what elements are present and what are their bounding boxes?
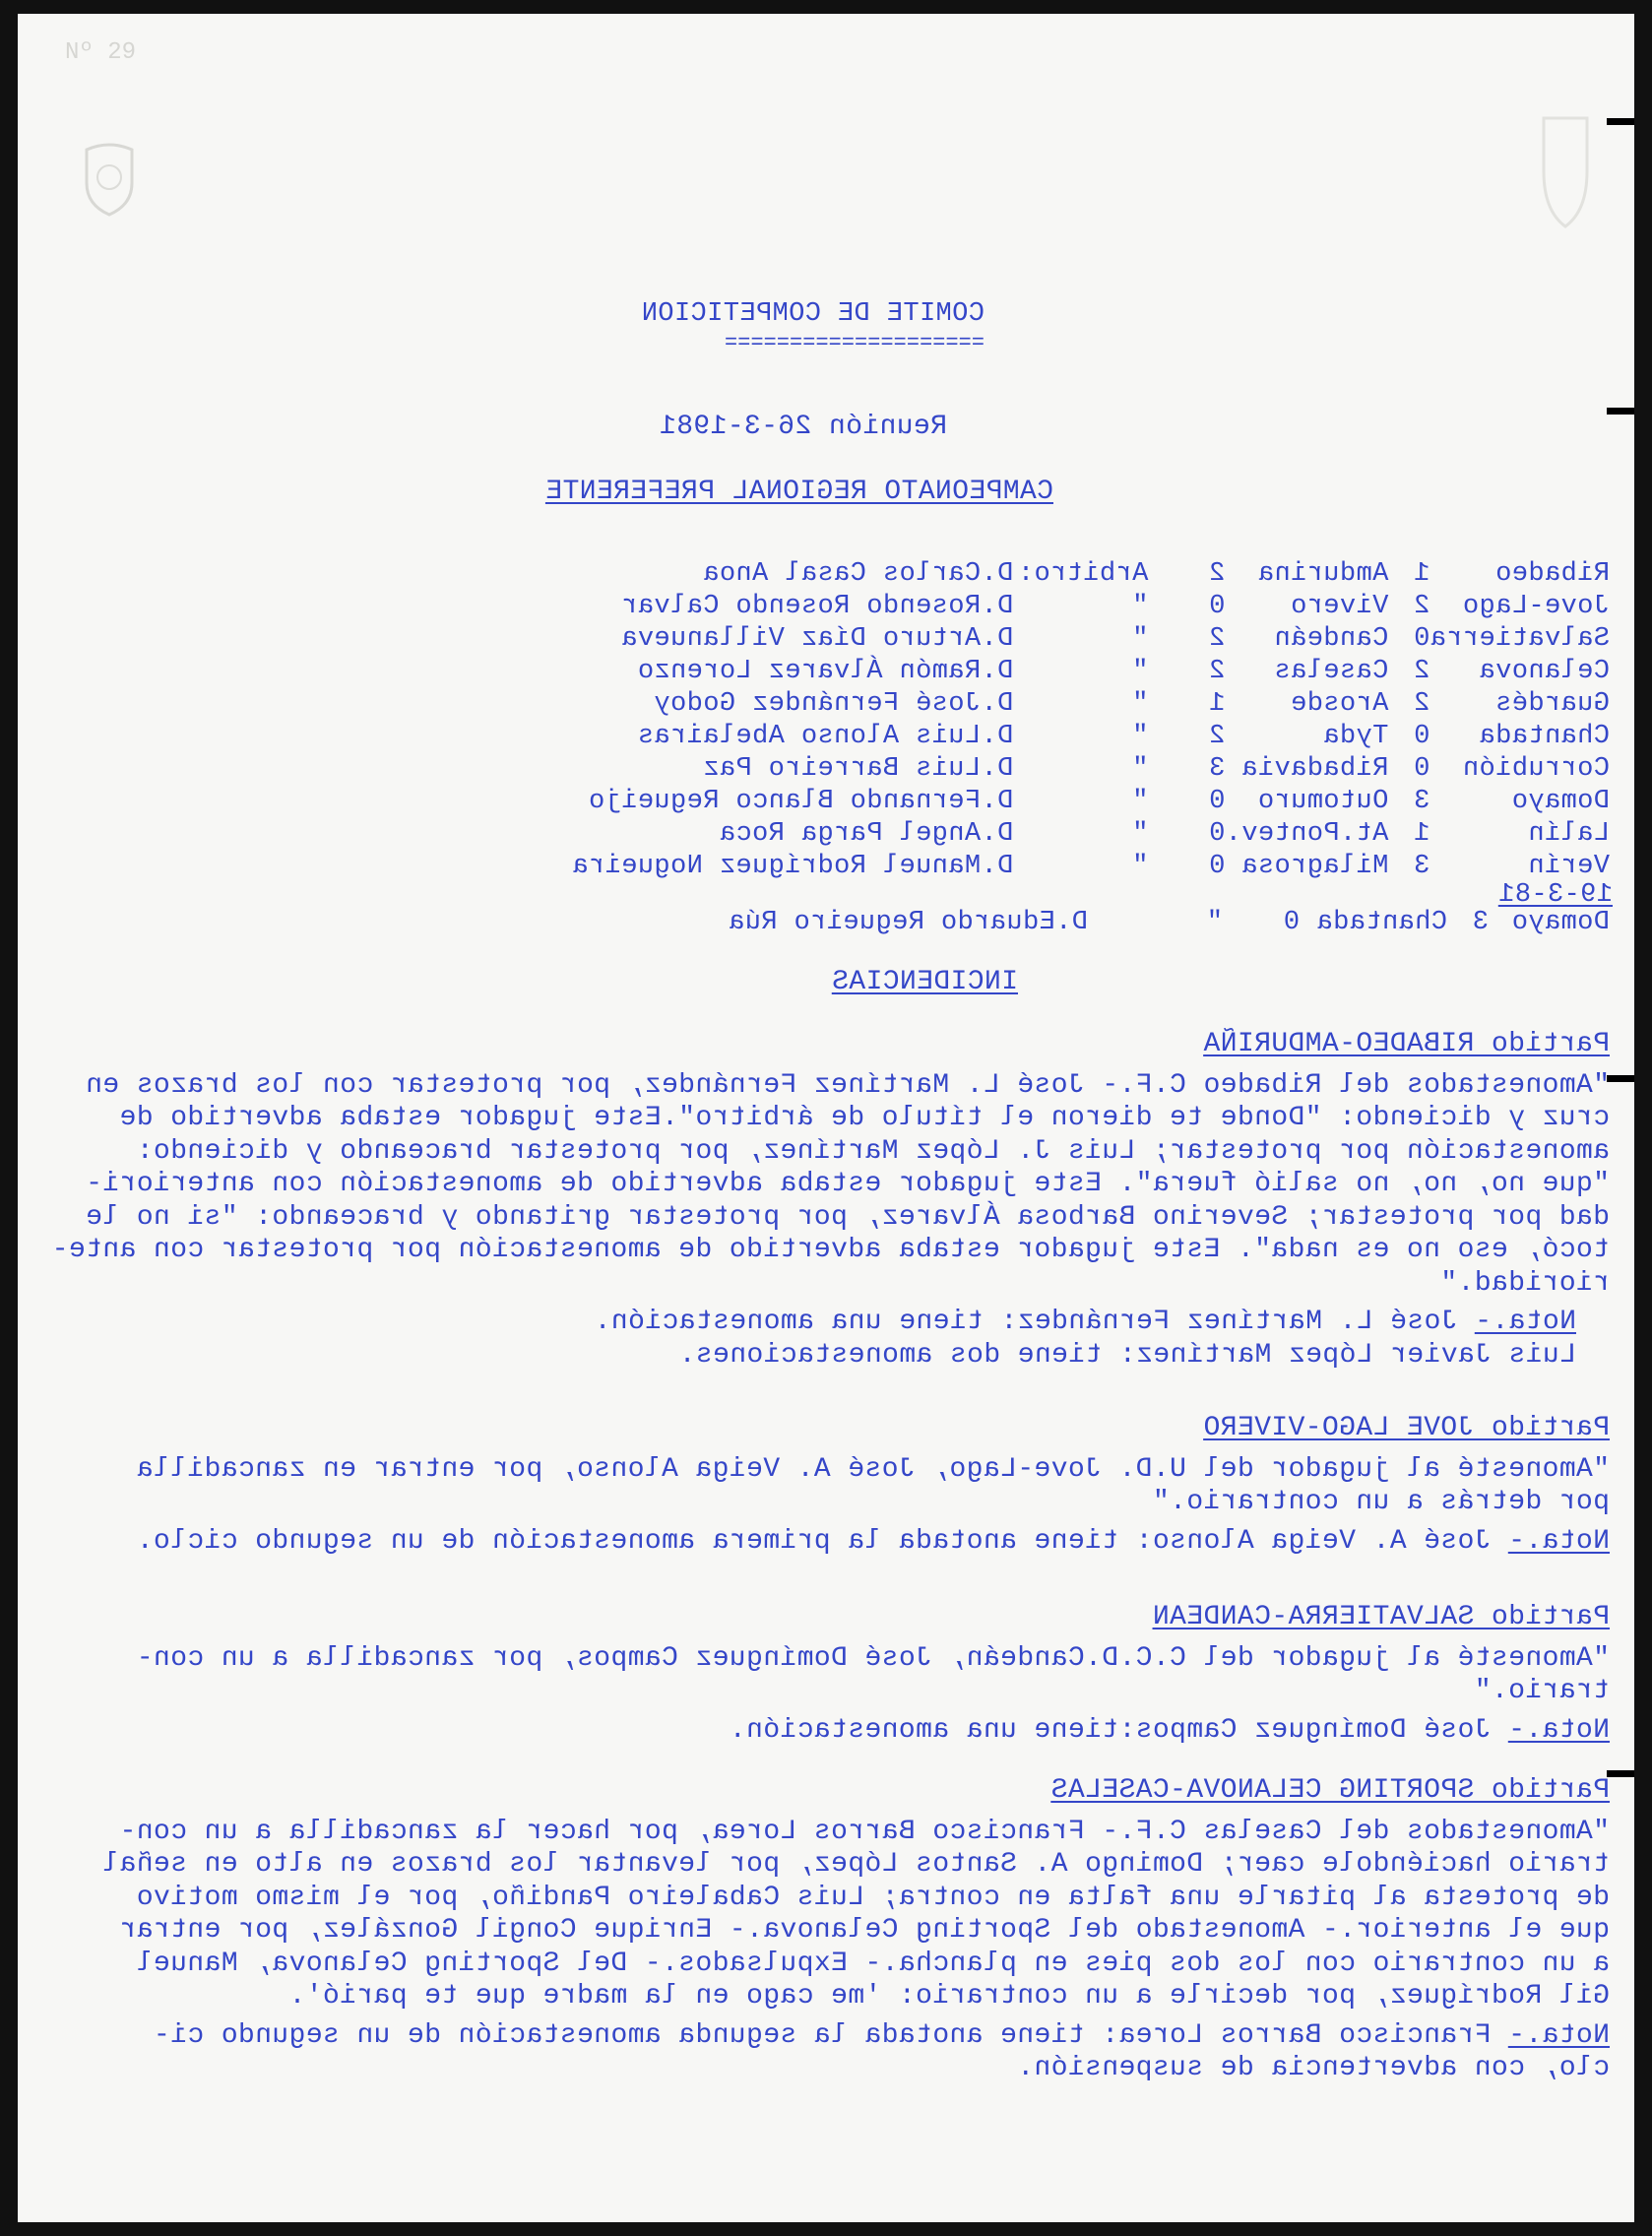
home-score: 3	[1413, 786, 1430, 816]
home-team: Lalín	[1527, 818, 1610, 849]
nota-label: Nota.-	[1474, 1307, 1576, 1337]
home-score: 1	[1413, 558, 1430, 589]
date-note: 19-3-81	[1497, 880, 1613, 910]
nota-text: José Domínguez Campos:tiene una amonestación.	[729, 1714, 1492, 1746]
away-team: Caselas	[1274, 656, 1389, 686]
result-row	[572, 785, 1610, 817]
incident-line: por detrás a un contrario."	[1152, 1487, 1610, 1517]
incident-block	[54, 1774, 1610, 2085]
away-score: 0	[1208, 591, 1226, 621]
nota-line	[54, 2019, 1610, 2053]
home-team: Domayo	[1511, 907, 1610, 937]
home-team: Jove-Lago	[1462, 591, 1610, 621]
referee-name: D.Angel Parga Roca	[719, 818, 1014, 849]
home-score: 1	[1413, 818, 1430, 849]
referee-label: "	[1131, 851, 1149, 881]
home-team: Guardés	[1494, 688, 1610, 719]
incident-line: "que no, no, no salió fuera". Este jugador estaba advertido de amonestación con anteriori-	[85, 1169, 1610, 1199]
result-row	[572, 720, 1610, 752]
incident-block	[51, 1028, 1610, 1372]
referee-label: "	[1131, 591, 1149, 621]
result-row	[572, 590, 1610, 622]
referee-name: D.Ramón Álvarez Lorenzo	[637, 656, 1014, 686]
match-heading: Partido SALVATIERRA-CANDEAN	[1152, 1602, 1610, 1632]
nota-line	[54, 1525, 1610, 1559]
away-score: 2	[1208, 721, 1226, 751]
result-row	[572, 817, 1610, 850]
away-score: 1	[1208, 688, 1226, 719]
referee-label: Arbitro:	[1017, 558, 1149, 589]
home-team: Chantada	[1479, 721, 1610, 751]
away-score: 0	[1208, 818, 1226, 849]
result-row	[572, 850, 1610, 882]
away-score: 2	[1208, 558, 1226, 589]
incident-line: trario."	[1474, 1676, 1610, 1706]
away-team: Amdurina	[1257, 558, 1389, 589]
home-team: Salvatierra	[1430, 623, 1610, 654]
incident-line: "Amonesté al jugador del U.D. Jove-Lago, José A. Veiga Alonso, por entrar en zancadilla	[136, 1453, 1610, 1485]
incident-line: trario haciéndole caer; Domingo A. Santos López, por levantar los brazos en alto en señal	[101, 1849, 1610, 1880]
nota-line	[54, 1306, 1610, 1339]
away-team: Tyda	[1322, 721, 1389, 751]
home-team: Corrubión	[1462, 753, 1610, 784]
referee-name: D.Fernando Blanco Regueijo	[588, 786, 1014, 816]
section-heading: CAMPEONATO REGIONAL PREFERENTE	[544, 477, 1053, 507]
nota-label: Nota.-	[1507, 1714, 1610, 1746]
away-team: Milagrosa	[1240, 851, 1389, 881]
result-row	[572, 655, 1610, 687]
incident-line: que el anterior.- Amonestado del Sporting Celanova.- Enrique Congil González, por entrar	[119, 1915, 1610, 1946]
results-table	[572, 557, 1610, 882]
away-score: 0	[1208, 786, 1226, 816]
referee-name: D.Eduardo Regueiro Rúa	[728, 907, 1088, 937]
nota-line	[54, 1714, 1610, 1748]
extra-result	[694, 906, 1610, 938]
nota-line: Luis Javier López Martínez: tiene dos amonestaciones.	[678, 1339, 1576, 1371]
incident-line: Gil Rodríguez, por decirle a un contrario: 'me cago en la madre que te parió'.	[288, 1981, 1610, 2012]
meeting-date: Reunión 26-3-1981	[659, 412, 947, 442]
incident-line: cruz y diciendo: "Donde te dieron el título de árbitro".Este jugador estaba advertido de	[119, 1103, 1610, 1133]
doc-title: COMITE DE COMPETICION	[641, 299, 985, 329]
away-team: Candeán	[1274, 623, 1389, 654]
incident-line: dad por protestar; Severino Barbosa Álvarez, por protestar gritando y braceando: "si no le	[85, 1201, 1610, 1233]
home-score: 2	[1413, 591, 1430, 621]
referee-label: "	[1131, 656, 1149, 686]
mirrored-document	[18, 14, 1634, 2222]
title-rule: ====================	[724, 331, 985, 355]
page-number: Nº 29	[65, 39, 137, 66]
away-team: Ribadavia	[1240, 753, 1389, 784]
referee-label: "	[1131, 753, 1149, 784]
incident-line: de protesta al pitarle una falta en contra; Luis Cabaleiro Pandiño, por el mismo motivo	[136, 1882, 1610, 1913]
away-score: 2	[1208, 623, 1226, 654]
match-heading: Partido SPORTING CELANOVA-CASELAS	[1050, 1775, 1610, 1806]
home-score: 0	[1413, 753, 1430, 784]
away-score: 0	[1208, 851, 1226, 881]
away-score: 2	[1208, 656, 1226, 686]
home-score: 3	[1413, 851, 1430, 881]
away-team: Arosde	[1290, 688, 1389, 719]
home-score: 2	[1413, 656, 1430, 686]
nota-text: Francisco Barros Lorea: tiene anotada la segunda amonestación de un segundo ci-	[153, 2019, 1492, 2051]
incident-line: "Amonesté al jugador del C.C.D.Candeán, José Domínguez Campos, por zancadilla a un con-	[136, 1642, 1610, 1674]
nota-text: José A. Veiga Alonso: tiene anotada la primera amonestación de un segundo ciclo.	[136, 1525, 1492, 1557]
referee-name: D.Manuel Rodríguez Nogueira	[572, 851, 1014, 881]
referee-name: D.Luis Alonso Abelairas	[637, 721, 1014, 751]
home-score: 0	[1413, 721, 1430, 751]
away-team: Vivero	[1290, 591, 1389, 621]
referee-name: D.Arturo Díaz Villanueva	[620, 623, 1014, 654]
referee-label: "	[1131, 786, 1149, 816]
incident-line: "Amonestados del Ribadeo C.F.- José L. Martínez Fernández, por protestar con los brazos en	[85, 1069, 1610, 1101]
paper-sheet	[18, 14, 1634, 2222]
incident-line: "Amonestados del Caselas C.F.- Francisco Barros Lorea, por hacer la zancadilla a un con-	[119, 1816, 1610, 1847]
home-team: Verín	[1527, 851, 1610, 881]
match-heading: Partido JOVE LAGO-VIVERO	[1203, 1413, 1610, 1443]
home-score: 2	[1413, 688, 1430, 719]
incidents-title: INCIDENCIAS	[831, 967, 1018, 997]
incident-line: amonestación por protestar; Luis J. López Martínez, por protestar braceando y diciendo:	[136, 1135, 1610, 1167]
result-row	[572, 557, 1610, 590]
referee-name: D.Rosendo Rosendo Calvar	[620, 591, 1014, 621]
home-team: Celanova	[1479, 656, 1610, 686]
nota-label: Nota.-	[1507, 2019, 1610, 2051]
nota-line: clo, con advertencia de suspensión.	[1016, 2053, 1610, 2083]
referee-label: "	[1131, 688, 1149, 719]
away-team: At.Pontev.	[1225, 818, 1389, 849]
incident-block	[54, 1412, 1610, 1558]
referee-name: D.Luis Barreiro Paz	[702, 753, 1014, 784]
referee-label: "	[1131, 721, 1149, 751]
home-score: 0	[1413, 623, 1430, 654]
referee-label: "	[1206, 907, 1223, 937]
referee-name: D.José Fernández Godoy	[654, 688, 1014, 719]
match-heading: Partido RIBADEO-AMDURIÑA	[1203, 1029, 1610, 1059]
home-team: Ribadeo	[1494, 558, 1610, 589]
nota-text: José L. Martínez Fernández: tiene una amonestación.	[594, 1307, 1458, 1337]
incident-line: a un contrario con los dos pies en plancha.- Expulsados.- Del Sporting Celanova, Manuel	[136, 1948, 1610, 1979]
referee-label: "	[1131, 623, 1149, 654]
result-row	[572, 622, 1610, 655]
home-score: 3	[1472, 907, 1489, 937]
nota-label: Nota.-	[1507, 1525, 1610, 1557]
incident-line: rioridad."	[1439, 1267, 1610, 1299]
away-team: Chantada	[1316, 907, 1447, 937]
away-team: Outomuro	[1257, 786, 1389, 816]
away-score: 3	[1208, 753, 1226, 784]
referee-name: D.Carlos Casal Anoa	[702, 558, 1014, 589]
result-row	[694, 906, 1610, 938]
result-row	[572, 752, 1610, 785]
incident-line: tocó, eso no es nada". Este jugador estaba advertido de amonestación por protestar con ante-	[51, 1235, 1610, 1265]
result-row	[572, 687, 1610, 720]
incident-block	[54, 1601, 1610, 1747]
away-score: 0	[1283, 907, 1300, 937]
referee-label: "	[1131, 818, 1149, 849]
home-team: Domayo	[1511, 786, 1610, 816]
